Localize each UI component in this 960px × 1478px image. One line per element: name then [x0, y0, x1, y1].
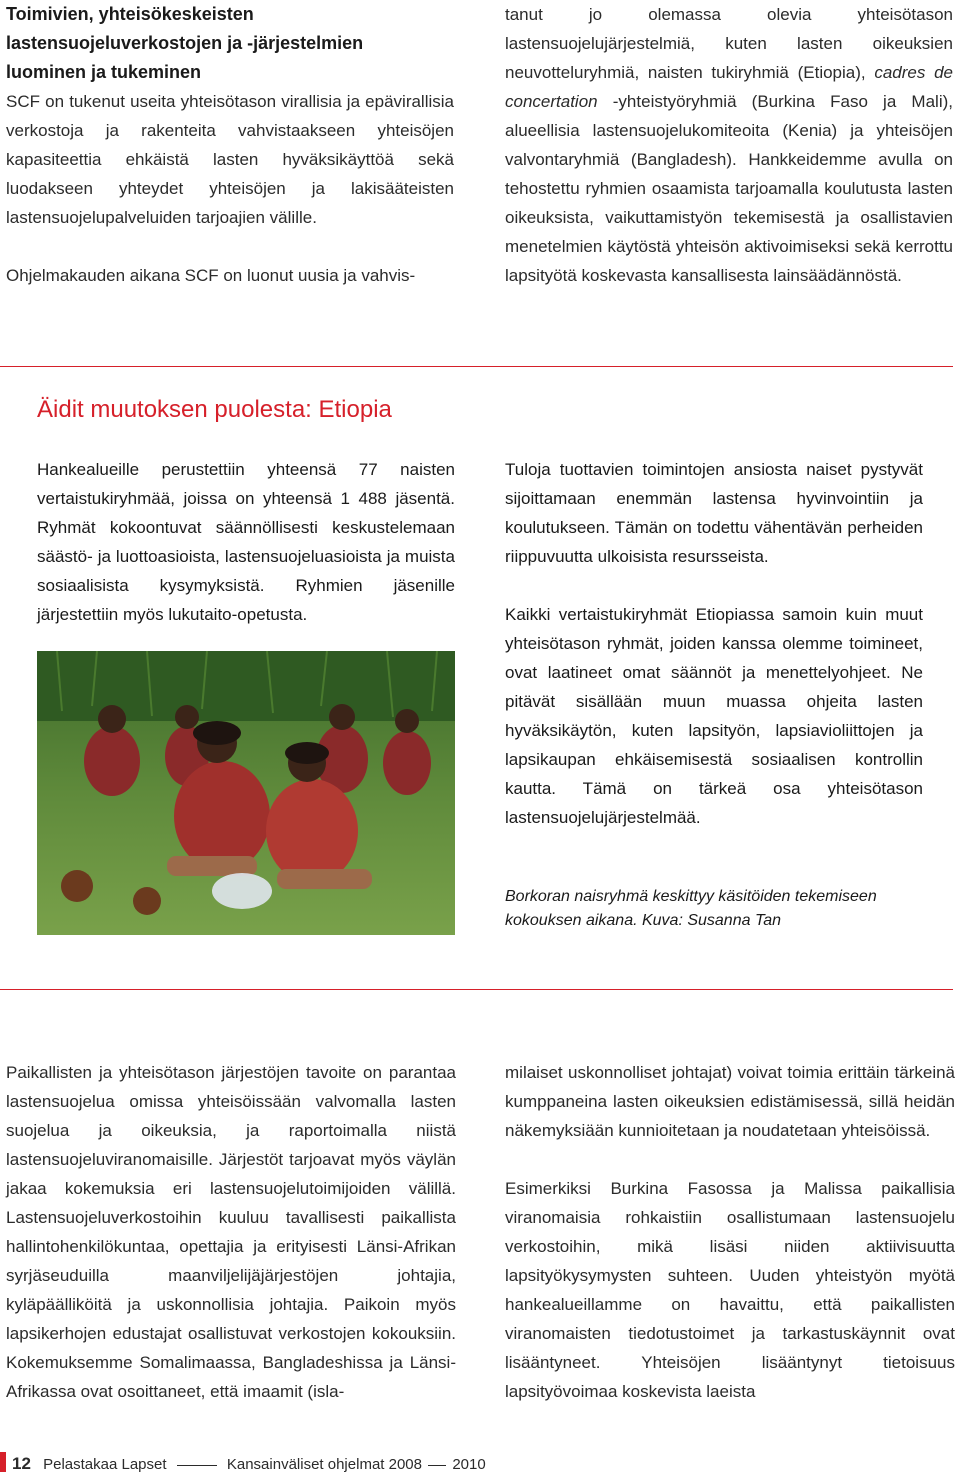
paragraph: Kaikki vertaistukiryhmät Etiopiassa samoin kuin muut yhteisötason ryhmät, joiden kanssa olemme toimineet, ovat laatineet omat säännöt ja menettelyohjeet. Ne pitävät sisällään muun muassa ohjeita lasten hyväksikäytön, kuten lapsityön, lapsiavioliittojen ja lapsikaupan ehkäisemisestä sosiaalisen kontrollin kautta. Tämä on tärkeä osa yhteisötason lastensuojelujärjestelmää. [505, 605, 923, 827]
year-dash [428, 1465, 446, 1466]
paragraph: Hankealueille perustettiin yhteensä 77 naisten vertaistukiryhmää, joissa on yhteensä 1 488 jäsentä. Ryhmät kokoontuvat säännöllisesti keskustelemaan säästö- ja luottoasioista, lastensuojeluasioista ja muista sosiaalisista kysymyksistä. Ryhmien jäsenille järjestettiin myös lukutaito-opetusta. [37, 460, 455, 624]
section-heading [6, 0, 454, 87]
report-year-end: 2010 [452, 1456, 486, 1473]
bottom-right-column [505, 1058, 955, 1406]
publisher-name: Pelastakaa Lapset [43, 1456, 167, 1473]
photo-illustration [37, 651, 455, 935]
divider-bottom [0, 989, 953, 990]
box-title: Äidit muutoksen puolesta: Etiopia [37, 396, 392, 423]
bottom-left-column [6, 1058, 456, 1406]
box-right-column [505, 455, 923, 832]
paragraph: milaiset uskonnolliset johtajat) voivat toimia erittäin tärkeinä kumppaneina lasten oikeuksien edistämisessä, sillä heidän näkemyksiään kunnioitetaan ja noudatetaan yhteisöissä. [505, 1063, 955, 1140]
box-left-column [37, 455, 455, 629]
report-title: Kansainväliset ohjelmat 2008 [226, 1456, 422, 1473]
page-footer [12, 1454, 486, 1474]
top-right-column [505, 0, 953, 290]
paragraph [505, 0, 953, 290]
paragraph: SCF on tukenut useita yhteisötason virallisia ja epävirallisia verkostoja ja rakenteita vahvistaakseen yhteisöjen kapasiteettia ehkäistä lasten hyväksikäyttöä sekä luodakseen yhteydet yhteisöjen ja lakisääteisten lastensuojelupalveluiden tarjoajien välille. [6, 92, 454, 227]
footer-separator [177, 1465, 217, 1466]
paragraph: Esimerkiksi Burkina Fasossa ja Malissa paikallisia viranomaisia rohkaistiin osallistumaan lastensuojelu verkostoihin, mikä lisäsi niiden aktiivisuutta lapsityökysymysten suhteen. Uuden yhteistyön myötä hankealueillamme on havaittu, että paikallisten viranomaisten tiedotustoimet ja tarkastuskäynnit ovat lisääntyneet. Yhteisöjen lisääntynyt tietoisuus lapsityövoimaa koskevista laeista [505, 1179, 955, 1401]
paragraph: Tuloja tuottavien toimintojen ansiosta naiset pystyvät sijoittamaan enemmän lastensa hyvinvointiin ja koulutukseen. Tämän on todettu vähentävän perheiden riippuvuutta ulkoisista resursseista. [505, 460, 923, 566]
heading-line: luominen ja tukeminen [6, 62, 202, 82]
photo-caption: Borkoran naisryhmä keskittyy käsitöiden tekemiseen kokouksen aikana. Kuva: Susanna Tan [505, 888, 877, 929]
heading-line: Toimivien, yhteisökeskeisten [6, 4, 254, 24]
divider-top [0, 366, 953, 367]
body-text [6, 87, 454, 290]
text-run: -yhteistyöryhmiä (Burkina Faso ja Mali), alueellisia lastensuojelukomiteoita (Kenia) ja yhteisöjen valvontaryhmiä (Bangladesh). Hankkeidemme avulla on tehostettu ryhmien osaamista tarjoamalla koulutusta lasten oikeuksista, vaikuttamistyön tekemisestä ja osallistavien menetelmien käytöstä yhteisön aktivoimiseksi sekä kerrottu lapsityötä koskevasta kansallisesta lainsäädännöstä. [505, 92, 953, 285]
top-left-column [6, 0, 454, 290]
photo-women-group [37, 651, 455, 935]
text-run-italic: cadres de concertation [505, 63, 953, 111]
footer-accent-bar [0, 1452, 6, 1472]
paragraph: Ohjelmakauden aikana SCF on luonut uusia ja vahvis- [6, 266, 416, 285]
heading-line: lastensuojeluverkostojen ja -järjestelmien [6, 33, 364, 53]
text-run: tanut jo olemassa olevia yhteisötason lastensuojelujärjestelmiä, kuten lasten oikeuksien neuvotteluryhmiä, naisten tukiryhmiä (Etiopia), [505, 5, 953, 82]
paragraph: Paikallisten ja yhteisötason järjestöjen tavoite on parantaa lastensuojelua omissa yhteisöissään valvomalla lasten suojelua ja oikeuksia, ja raportoimalla niistä lastensuojeluviranomaisille. Järjestöt tarjoavat myös väylän jakaa kokemuksia eri lastensuojelutoimijoiden välillä. Lastensuojeluverkostoihin kuuluu tavallisesti paikallista hallintohenkilökuntaa, opettajia ja erityisesti Länsi-Afrikan syrjäseuduilla maanviljelijäjärjestöjen johtajia, kyläpäälliköitä ja uskonnollisia johtajia. Paikoin myös lapsikerhojen edustajat osallistuvat verkostojen kokouksiin. Kokemuksemme Somalimaassa, Bangladeshissa ja Länsi-Afrikassa ovat osoittaneet, että imaamit (isla- [6, 1063, 456, 1401]
page-number: 12 [12, 1454, 31, 1473]
